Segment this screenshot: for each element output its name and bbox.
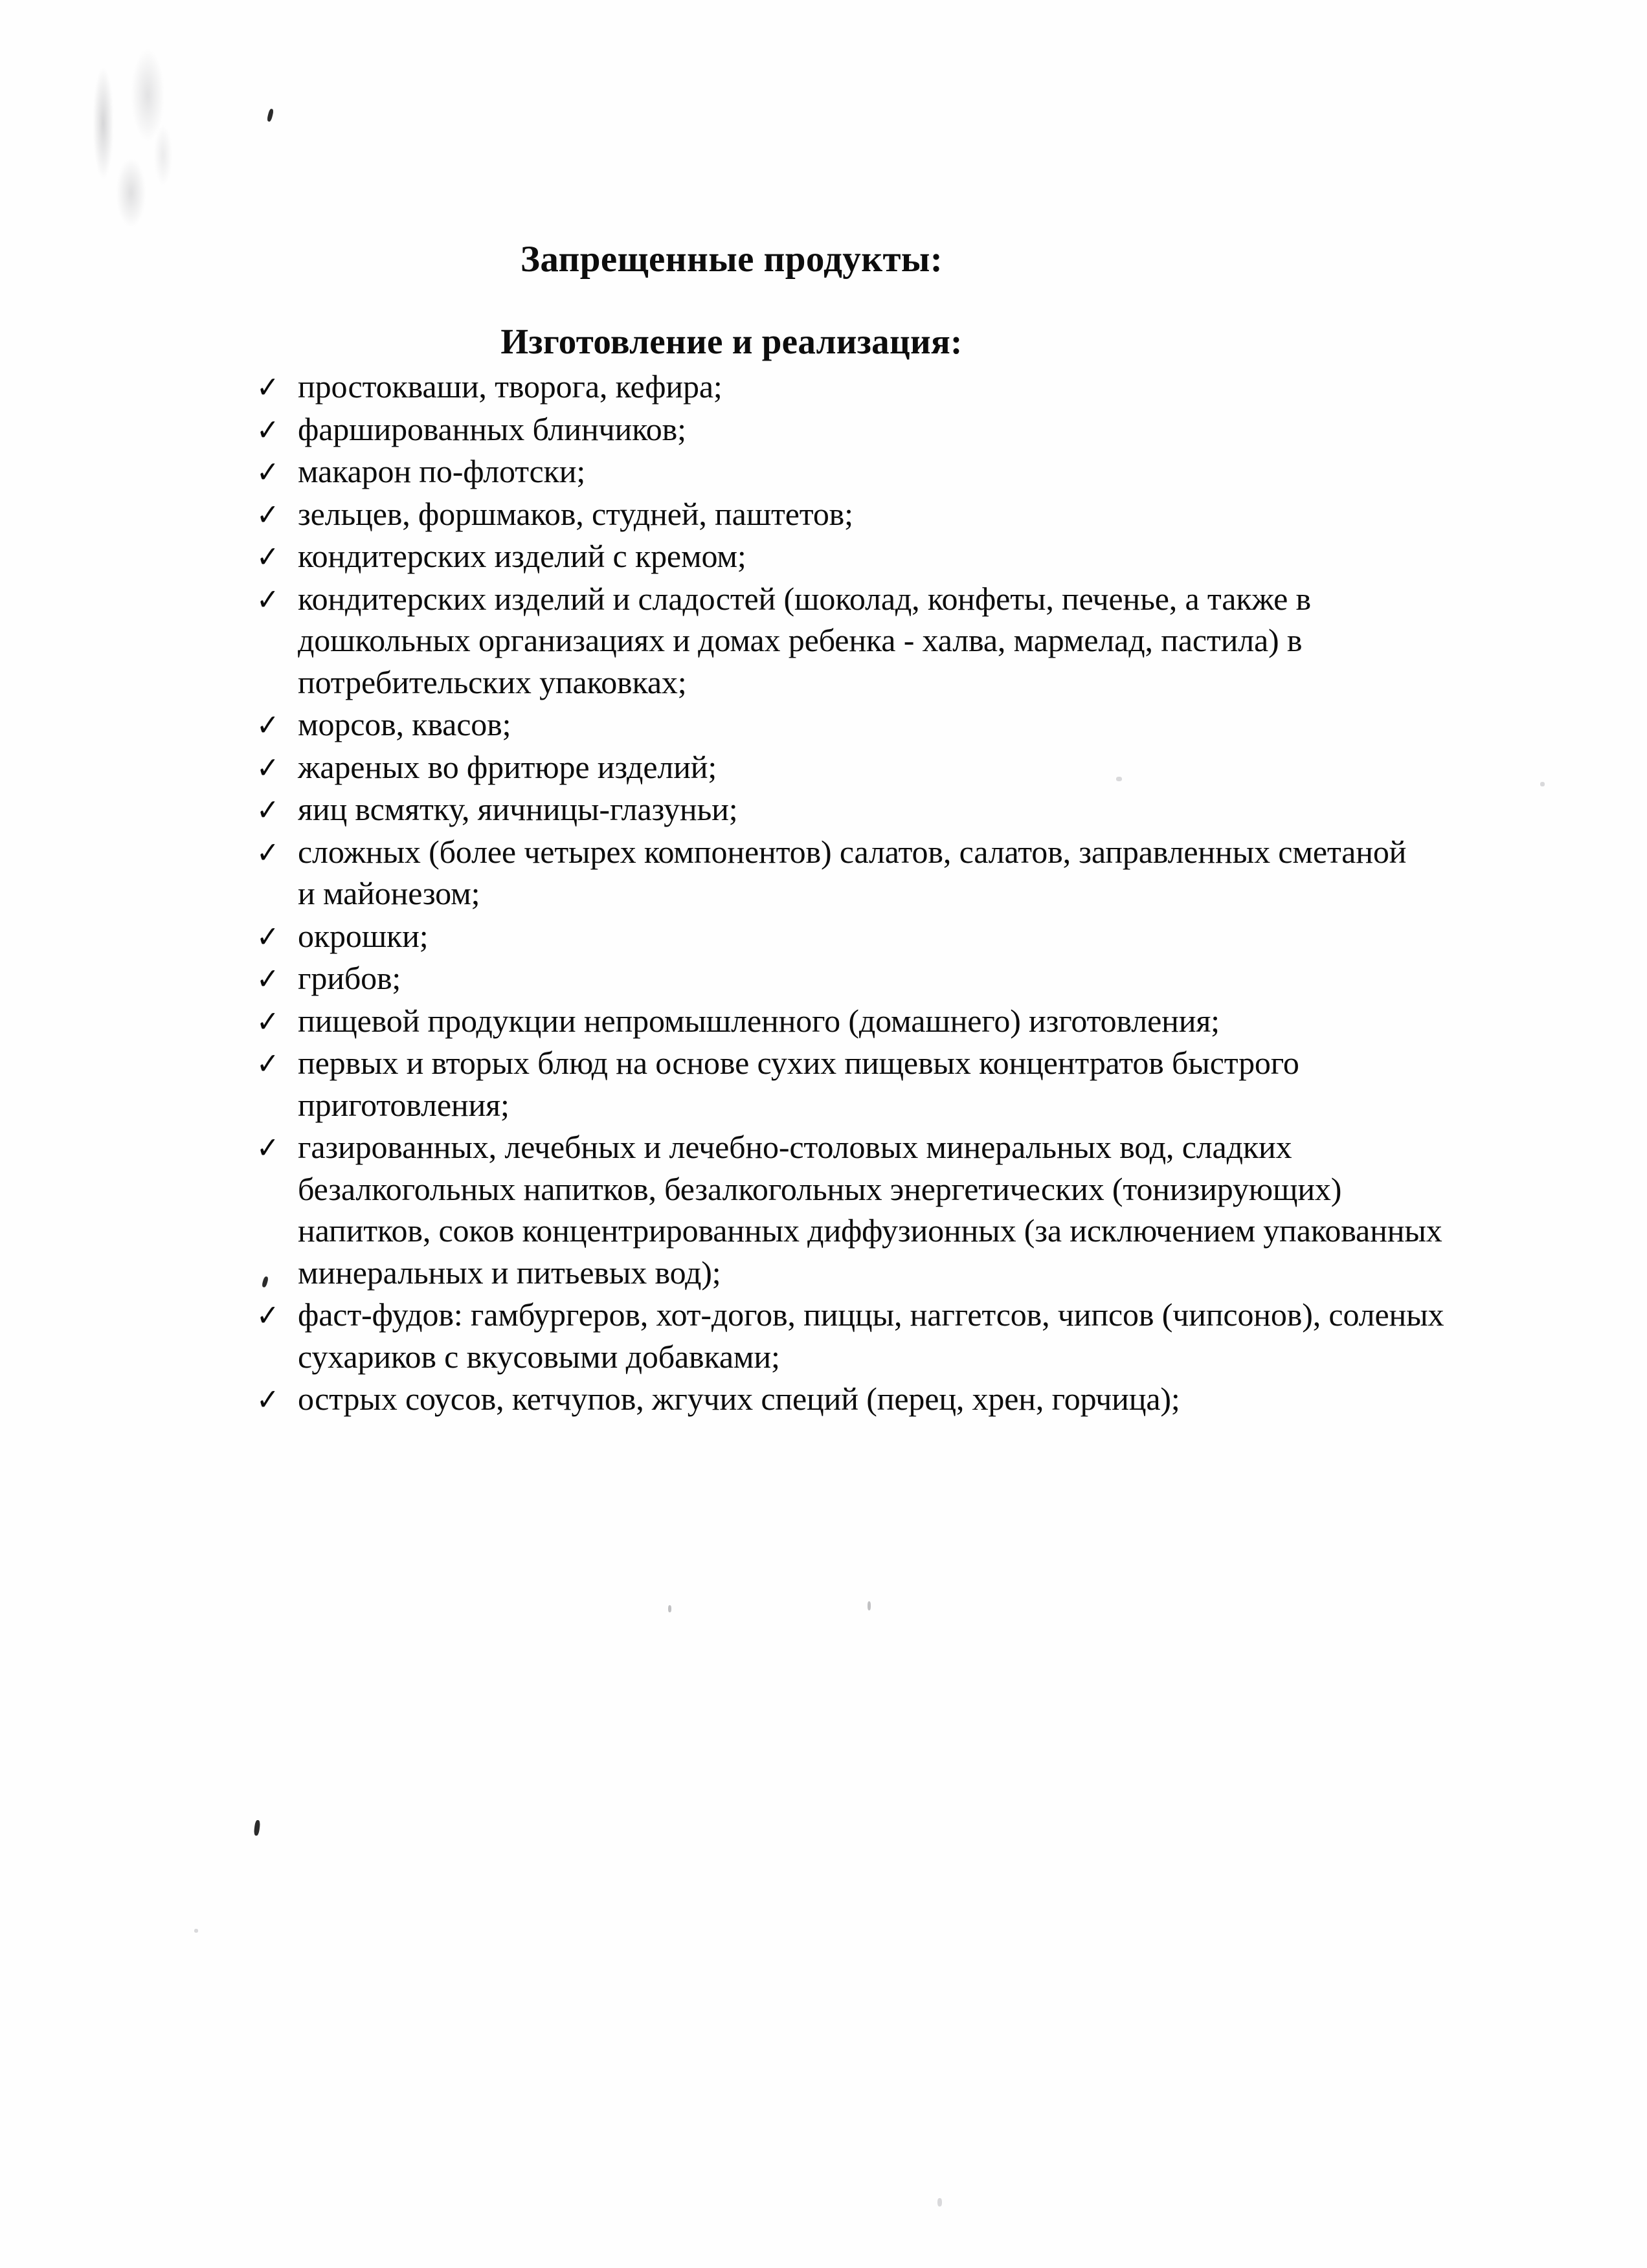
list-item (254, 535, 1413, 577)
checkmark-icon: ✓ (256, 412, 280, 447)
list-item (254, 1042, 1413, 1126)
scan-speck (868, 1601, 871, 1610)
list-item (254, 746, 1413, 788)
list-item (254, 1378, 1413, 1420)
section-subtitle: Изготовление и реализация: (500, 322, 963, 361)
list-item (254, 957, 1413, 999)
list-item (254, 1000, 1413, 1042)
list-item (254, 366, 1413, 408)
list-item (254, 1126, 1463, 1293)
scan-speck (267, 108, 274, 122)
list-item (254, 704, 1413, 746)
checkmark-icon: ✓ (256, 961, 280, 996)
checkmark-icon: ✓ (256, 834, 280, 870)
list-item-label: фаст-фудов: гамбургеров, хот-догов, пиццы, наггетсов, чипсов (чипсонов), соленых сухариков с вкусовыми добавками; (298, 1296, 1444, 1375)
checkmark-icon: ✓ (256, 370, 280, 405)
list-item-label: простокваши, творога, кефира; (298, 368, 723, 405)
checkmark-icon: ✓ (256, 454, 280, 489)
list-item (254, 450, 1413, 493)
list-item (254, 915, 1413, 957)
list-item (254, 788, 1413, 830)
scan-speck (254, 1820, 261, 1836)
list-item-label: газированных, лечебных и лечебно-столовых минеральных вод, сладких безалкогольных напитков, безалкогольных энергетических (тонизирующих) напитков, соков концентрированных диффузионных (за исключением упакованных минеральных и питьевых вод); (298, 1129, 1442, 1291)
checkmark-icon: ✓ (256, 792, 280, 827)
checkmark-icon: ✓ (256, 1298, 280, 1333)
list-item-label: грибов; (298, 960, 401, 996)
checkmark-icon: ✓ (256, 581, 280, 617)
scan-speck (937, 2198, 942, 2207)
list-item (254, 578, 1463, 704)
checkmark-icon: ✓ (256, 1046, 280, 1081)
list-item-label: фаршированных блинчиков; (298, 410, 686, 447)
list-item (254, 831, 1413, 915)
list-item-label: морсов, квасов; (298, 706, 511, 742)
list-item-label: кондитерских изделий и сладостей (шоколад, конфеты, печенье, а также в дошкольных организациях и домах ребенка - халва, мармелад, пастила) в потребительских упаковках; (298, 580, 1311, 700)
scan-smudge-artifact (62, 39, 201, 227)
scan-speck (668, 1605, 671, 1612)
list-item-label: острых соусов, кетчупов, жгучих специй (перец, хрен, горчица); (298, 1381, 1180, 1417)
checkmark-icon: ✓ (256, 1003, 280, 1039)
checkmark-icon: ✓ (256, 1130, 280, 1165)
checkmark-icon: ✓ (256, 496, 280, 532)
checkmark-icon: ✓ (256, 707, 280, 742)
scan-speck (1540, 782, 1545, 786)
list-item-label: сложных (более четырех компонентов) салатов, салатов, заправленных сметаной и майонезом; (298, 833, 1407, 911)
list-item-label: окрошки; (298, 917, 429, 954)
page-title: Запрещенные продукты: (520, 239, 943, 280)
list-item-label: макарон по-флотски; (298, 453, 586, 489)
list-item-label: кондитерских изделий с кремом; (298, 538, 746, 574)
list-item-label: первых и вторых блюд на основе сухих пищевых концентратов быстрого приготовления; (298, 1045, 1299, 1123)
list-item-label: пищевой продукции непромышленного (домашнего) изготовления; (298, 1002, 1220, 1039)
checkmark-icon: ✓ (256, 539, 280, 574)
checkmark-icon: ✓ (256, 750, 280, 785)
checkmark-icon: ✓ (256, 1382, 280, 1417)
list-item-label: зельцев, форшмаков, студней, паштетов; (298, 495, 853, 532)
prohibited-products-list (254, 366, 1444, 1421)
list-item (254, 408, 1413, 450)
list-item-label: яиц всмятку, яичницы-глазуньи; (298, 791, 738, 827)
list-item (254, 493, 1413, 535)
scan-speck (194, 1929, 198, 1933)
list-item (254, 1294, 1463, 1377)
list-item-label: жареных во фритюре изделий; (298, 748, 717, 785)
checkmark-icon: ✓ (256, 918, 280, 954)
